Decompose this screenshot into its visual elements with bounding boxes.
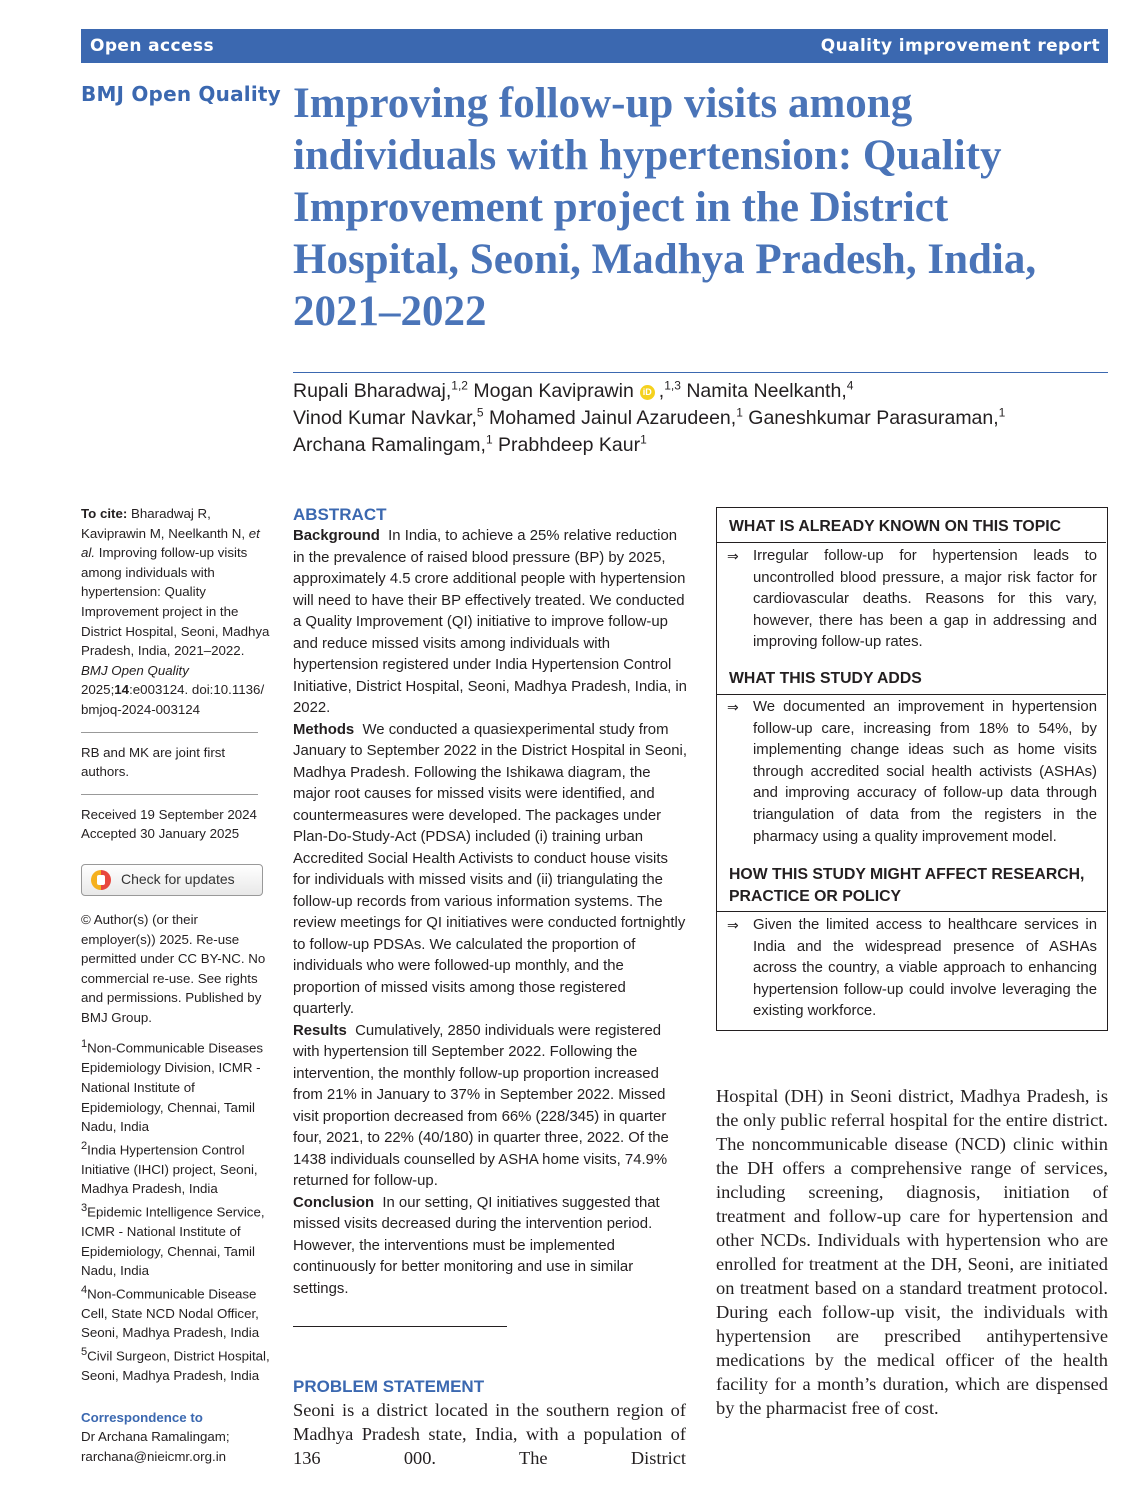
accepted-date: Accepted 30 January 2025 [81,826,240,842]
author-affiliation: 4 [846,378,854,393]
body-text-right: Hospital (DH) in Seoni district, Madhya Pradesh, is the only public referral hospital for the entire district. The noncommunicable disease (NCD) clinic within the DH offers a comprehensive range of services, including screening, diagnosis, initiation of treatment and follow-up care for hypertension and other NCDs. Individuals with hypertension who are enrolled for treatment at the DH, Seoni, are initiated on treatment based on a standard treatment protocol. During each follow-up visit, the individuals with hypertension are prescribed antihypertensive medications by the medical officer of the health facility for a month’s duration, which are dispensed by the pharmacist free of cost. [716,1086,1108,1418]
affect-text: Given the limited access to healthcare services in India and the widespread presence of ASHAs across the country, a viable approach to enhancing hypertension follow-up could involve leveraging the existing workforce. [753,917,1097,1020]
author-affiliation: 1,2 [451,378,468,393]
author-name[interactable]: Archana Ramalingam, [293,434,486,456]
author-affiliation: 1 [640,432,647,447]
abstract-conclusion [293,1193,688,1301]
problem-statement-text: Seoni is a district located in the southern region of Madhya Pradesh state, India, with a population of 136 000. The District [293,1400,686,1468]
sidebar [81,504,271,1466]
author-name[interactable]: Prabhdeep Kaur [498,434,641,456]
arrow-icon: ⇒ [727,548,739,564]
affiliation [81,1137,271,1199]
header-band [81,29,1108,63]
author-affiliation: 1,3 [664,378,681,393]
author-name[interactable]: Mohamed Jainul Azarudeen, [489,407,737,429]
orcid-icon[interactable]: iD [640,385,655,400]
crossmark-icon [91,870,111,890]
abstract-results [293,1021,688,1193]
affiliation [81,1343,271,1386]
conclusion-text: In our setting, QI initiatives suggested that missed visits decreased during the intervention period. However, the interventions must be implemented continuously for better monitoring and use in similar settings. [293,1194,660,1297]
abstract [293,504,688,1300]
affiliation-text: Civil Surgeon, District Hospital, Seoni, Madhya Pradesh, India [81,1348,270,1384]
title-divider [293,372,1108,373]
abstract-background [293,526,688,720]
affiliation [81,1035,271,1136]
methods-text: We conducted a quasiexperimental study from January to September 2022 in the District Hospital in Seoni, Madhya Pradesh. Following the Ishikawa diagram, the major root causes for missed visits were identified, and countermeasures were developed. The packages under Plan-Do-Study-Act (PDSA) included (i) training urban Accredited Social Health Activists to conduct house visits for individuals with missed visits and (ii) triangulating the follow-up records from various information systems. The review meetings for QI initiatives were conducted fortnightly to follow-up PDSAs. We calculated the proportion of individuals who were followed-up monthly, and the proportion of missed visits among those registered quarterly. [293,721,687,1017]
author-affiliation: 5 [476,405,484,420]
background-text: In India, to achieve a 25% relative reduction in the prevalence of raised blood pressure (BP) by 2025, approximately 4.5 crore additional people with hypertension will need to have their BP effectively treated. We conducted a Quality Improvement (QI) initiative to improve follow-up and reduce missed visits among individuals with hypertension registered under India Hypertension Control Initiative, District Hospital, Seoni, Madhya Pradesh, India, in 2022. [293,528,687,716]
affiliation [81,1199,271,1281]
affiliation-text: Non-Communicable Diseases Epidemiology Division, ICMR - National Institute of Epidemiology, Chennai, Tamil Nadu, India [81,1040,264,1135]
adds-text: We documented an improvement in hypertension follow-up care, increasing from 18% to 54%, by implementing change ideas such as home visits through accredited social health activists (ASHAs) and improving accuracy of follow-up data through triangulation of data from the registers in the pharmacy using a quality improvement model. [753,699,1097,845]
cite-label: To cite: [81,506,128,521]
author-affiliation: 1 [485,432,493,447]
affect-heading-line2: PRACTICE OR POLICY [729,888,902,905]
affiliation-number: 5 [81,1346,88,1359]
conclusion-label: Conclusion [293,1194,375,1211]
article-title: Improving follow-up visits among individuals with hypertension: Quality Improvement project in the District Hospital, Seoni, Madhya Pradesh, India, 2021–2022 [293,80,1037,335]
adds-heading: WHAT THIS STUDY ADDS [729,670,922,687]
author-list: Rupali Bharadwaj,$^{1,2}$ Mogan Kaviprawin iD ,$^{1,3}$ Namita Neelkanth,$^4$ Vinod Kumar Navkar,$^5$ Mohamed Jainul Azarudeen,$^1$ Ganeshkumar Parasuraman,$^1$ Archana Ramalingam,$^1$ Prabhdeep Kaur$^1$ [293,378,1006,456]
joint-first-note: RB and MK are joint first authors. [81,744,226,780]
affiliation [81,1281,271,1343]
correspondence-heading: Correspondence to [81,1409,203,1425]
author-affiliation: 1 [736,405,743,420]
results-label: Results [293,1022,347,1039]
abstract-heading: ABSTRACT [293,505,387,524]
cite-volume: 14 [114,682,130,698]
affiliation-number: 4 [81,1283,88,1296]
divider [81,732,258,733]
author-affiliation: 1 [998,405,1006,420]
abstract-methods [293,720,688,1021]
author-name[interactable]: Mogan Kaviprawin [473,380,634,402]
abstract-end-rule [293,1326,507,1327]
author-name[interactable]: Ganeshkumar Parasuraman, [748,407,999,429]
cite-etal: et al. [81,525,260,561]
cite-text: Bharadwaj R, Kaviprawin M, Neelkanth N, [81,506,246,541]
background-label: Background [293,528,380,544]
cite-year: 2025; [81,682,115,698]
divider [81,794,258,795]
copyright: © Author(s) (or their employer(s)) 2025. Re-use permitted under CC BY-NC. No commercial re-use. See rights and permissions. Published by BMJ Group. [81,911,266,1025]
divider [717,542,1106,543]
citation [81,504,271,720]
cite-journal: BMJ Open Quality [81,662,189,678]
arrow-icon: ⇒ [727,699,739,715]
known-text: Irregular follow-up for hypertension leads to uncontrolled blood pressure, a major risk factor for cardiovascular deaths. Reasons for this vary, however, there has been a gap in addressing and improving follow-up rates. [753,548,1097,651]
open-access-label: Open access [90,36,214,56]
arrow-icon: ⇒ [727,917,739,933]
article-type-label: Quality improvement report [820,36,1100,56]
problem-statement-heading: PROBLEM STATEMENT [293,1377,485,1396]
cite-doi[interactable]: :e003124. doi:10.1136/ bmjoq-2024-003124 [81,682,265,717]
correspondence-email[interactable]: rarchana@nieicmr.org.in [81,1448,227,1464]
author-name[interactable]: Namita Neelkanth, [686,380,847,402]
received-date: Received 19 September 2024 [81,806,257,822]
results-text: Cumulatively, 2850 individuals were registered with hypertension till September 2022. Following the intervention, the monthly follow-up proportion increased from 21% in January to 37% in September 2022. Missed visit proportion decreased from 66% (228/345) in quarter four, 2021, to 22% (40/180) in quarter three, 2022. Of the 1438 individuals counselled by ASHA home visits, 74.9% returned for follow-up. [293,1022,669,1189]
methods-label: Methods [293,721,355,738]
affiliation-number: 3 [81,1202,88,1215]
key-messages-box [716,507,1108,1031]
correspondence-name: Dr Archana Ramalingam; [81,1429,230,1445]
cite-text: Improving follow-up visits among individuals with hypertension: Quality Improvement project in the District Hospital, Seoni, Madhya Pradesh, India, 2021–2022. [81,545,270,659]
author-name[interactable]: Rupali Bharadwaj, [293,380,452,402]
affiliation-number: 2 [81,1139,88,1152]
affiliation-text: Epidemic Intelligence Service, ICMR - National Institute of Epidemiology, Chennai, Tamil Nadu, India [81,1204,265,1279]
affiliation-text: Non-Communicable Disease Cell, State NCD Nodal Officer, Seoni, Madhya Pradesh, India [81,1286,260,1341]
check-for-updates-label: Check for updates [121,871,235,888]
affiliation-number: 1 [81,1038,88,1051]
author-name[interactable]: Vinod Kumar Navkar, [293,407,477,429]
divider [717,694,1106,695]
check-for-updates-button[interactable] [81,864,263,896]
journal-logo[interactable]: BMJ Open Quality [81,82,281,106]
affiliation-text: India Hypertension Control Initiative (IHCI) project, Seoni, Madhya Pradesh, India [81,1142,258,1197]
affect-heading-line1: HOW THIS STUDY MIGHT AFFECT RESEARCH, [729,866,1085,883]
known-heading: WHAT IS ALREADY KNOWN ON THIS TOPIC [729,518,1062,535]
divider [717,911,1106,912]
